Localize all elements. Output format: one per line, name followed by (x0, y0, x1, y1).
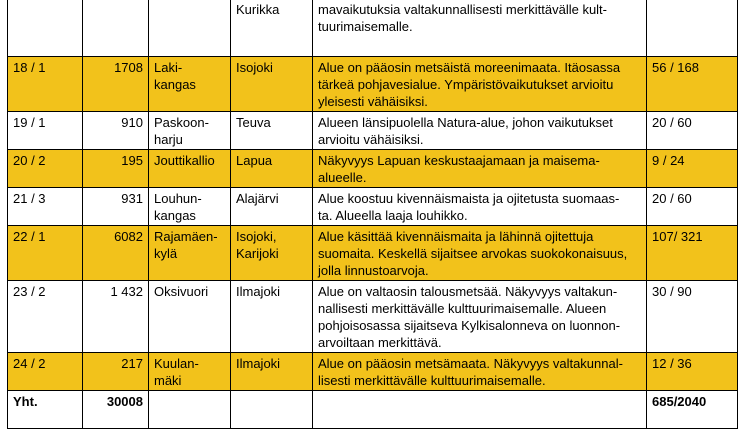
cell-municipality: Lapua (231, 150, 313, 188)
total-estimate: 685/2040 (647, 391, 738, 429)
cell-description: mavaikutuksia valtakunnallisesti merkittävälle kult- tuurimaisemalle. (313, 0, 647, 57)
cell-area: 1708 (83, 57, 149, 112)
cell-name: Oksivuori (149, 281, 231, 353)
cell-area: 931 (83, 188, 149, 226)
cell-empty (231, 391, 313, 429)
table-row (8, 150, 738, 188)
cell-name: Louhun- kangas (149, 188, 231, 226)
wind-area-table (7, 0, 738, 429)
cell-name: Laki- kangas (149, 57, 231, 112)
cell-municipality: Alajärvi (231, 188, 313, 226)
cell-municipality: Ilmajoki (231, 281, 313, 353)
cell-estimate: 30 / 90 (647, 281, 738, 353)
total-area: 30008 (83, 391, 149, 429)
cell-description: Alue on pääosin metsäistä moreenimaata. Itäosassa tärkeä pohjavesialue. Ympäristövaikutukset arvioitu yleisesti vähäisiksi. (313, 57, 647, 112)
cell-id: 23 / 2 (8, 281, 83, 353)
cell-name: Jouttikallio (149, 150, 231, 188)
cell-municipality: Isojoki (231, 57, 313, 112)
cell-id (8, 0, 83, 57)
table-row (8, 112, 738, 150)
cell-id: 24 / 2 (8, 353, 83, 391)
table-row (8, 281, 738, 353)
cell-description: Alueen länsipuolella Natura-alue, johon vaikutukset arvioitu vähäisiksi. (313, 112, 647, 150)
cell-description: Alue on valtaosin talousmetsää. Näkyvyys valtakun- nallisesti merkittävälle kulttuurimaisemalle. Alueen pohjoisosassa sijaitseva Kylkisalonneva on luonnon- arvoiltaan merkittävä. (313, 281, 647, 353)
cell-estimate: 20 / 60 (647, 188, 738, 226)
table-row (8, 353, 738, 391)
cell-name: Rajamäen- kylä (149, 226, 231, 281)
cell-estimate (647, 0, 738, 57)
cell-empty (149, 391, 231, 429)
cell-area: 195 (83, 150, 149, 188)
cell-estimate: 12 / 36 (647, 353, 738, 391)
cell-area: 1 432 (83, 281, 149, 353)
cell-description: Alue on pääosin metsämaata. Näkyvyys valtakunnal- lisesti merkittävälle kulttuurimaisemalle. (313, 353, 647, 391)
cell-estimate: 20 / 60 (647, 112, 738, 150)
cell-area: 910 (83, 112, 149, 150)
cell-description: Alue koostuu kivennäismaista ja ojitetusta suomaas- ta. Alueella laaja louhikko. (313, 188, 647, 226)
cell-description: Alue käsittää kivennäismaita ja lähinnä ojitettuja suomaita. Keskellä sijaitsee arvokas suokokonaisuus, jolla linnustoarvoja. (313, 226, 647, 281)
cell-empty (313, 391, 647, 429)
cell-id: 21 / 3 (8, 188, 83, 226)
cell-municipality: Kurikka (231, 0, 313, 57)
cell-id: 20 / 2 (8, 150, 83, 188)
cell-id: 19 / 1 (8, 112, 83, 150)
cell-estimate: 56 / 168 (647, 57, 738, 112)
cell-name (149, 0, 231, 57)
cell-area: 217 (83, 353, 149, 391)
cell-municipality: Teuva (231, 112, 313, 150)
table-row-total (8, 391, 738, 429)
cell-description: Näkyvyys Lapuan keskustaajamaan ja maisema- alueelle. (313, 150, 647, 188)
table-row (8, 57, 738, 112)
cell-municipality: Isojoki, Karijoki (231, 226, 313, 281)
table-row-top (8, 0, 738, 57)
cell-area: 6082 (83, 226, 149, 281)
cell-id: 18 / 1 (8, 57, 83, 112)
cell-estimate: 9 / 24 (647, 150, 738, 188)
total-label: Yht. (8, 391, 83, 429)
cell-name: Kuulan- mäki (149, 353, 231, 391)
cell-id: 22 / 1 (8, 226, 83, 281)
table-row (8, 188, 738, 226)
table-body (8, 0, 738, 429)
cell-area (83, 0, 149, 57)
cell-name: Paskoon- harju (149, 112, 231, 150)
table-row (8, 226, 738, 281)
cell-estimate: 107/ 321 (647, 226, 738, 281)
cell-municipality: Ilmajoki (231, 353, 313, 391)
